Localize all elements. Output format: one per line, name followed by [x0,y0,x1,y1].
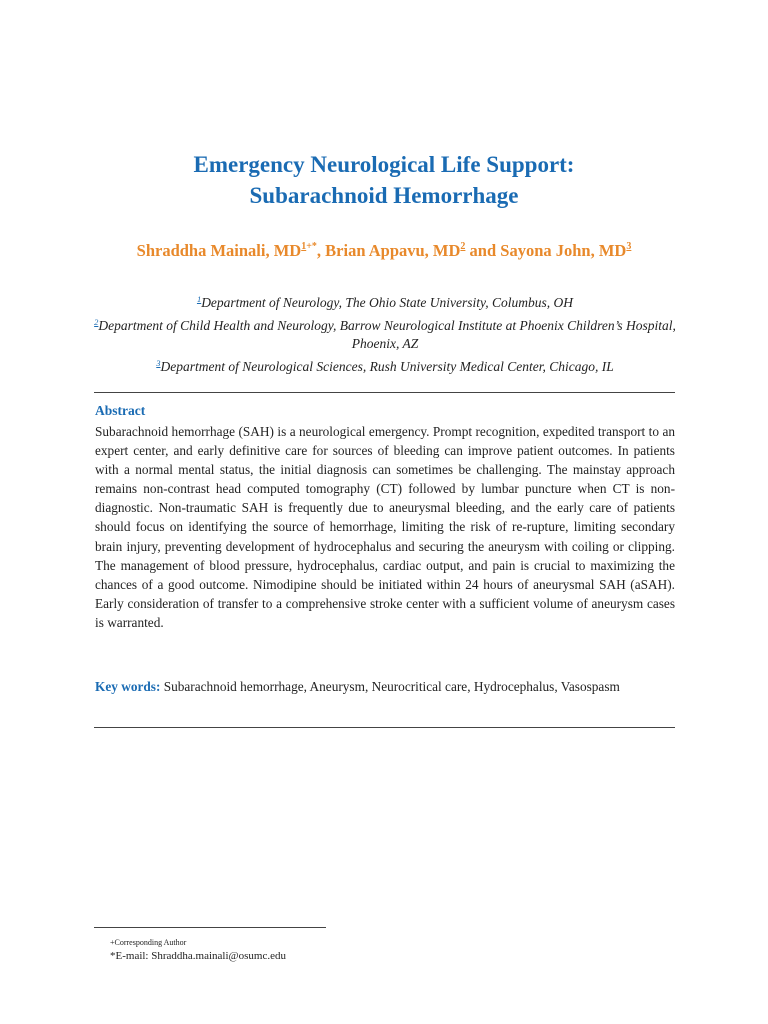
affiliation-3-num[interactable]: 3 [156,357,161,368]
footnote-corresponding: +Corresponding Author [110,938,187,947]
affiliation-3 [94,354,676,377]
affiliation-1-num[interactable]: 1 [196,294,202,304]
keywords [95,677,675,696]
title-line-2: Subarachnoid Hemorrhage [249,183,519,208]
author-1-marks: +* [306,241,317,252]
divider-bottom [94,727,675,728]
abstract-body: Subarachnoid hemorrhage (SAH) is a neurological emergency. Prompt recognition, expedited transport to an expert center, and early definitive care for sources of bleeding can improve patient outcomes. In patients with a normal mental status, the initial diagnosis can sometimes be challenging. The mainstay approach remains non-contrast head computed tomography (CT) followed by lumbar puncture when CT is non-diagnostic. Non-traumatic SAH is frequently due to aneurysmal bleeding, and the early care of patients should focus on identifying the source of hemorrhage, limiting the risk of re-rupture, limiting secondary brain injury, preventing development of hydrocephalus and securing the aneurysm with coiling or clipping. The management of blood pressure, hydrocephalus, cardiac output, and pain is crucial to maximizing the chances of a good outcome. Nimodipine should be initiated within 24 hours of aneurysmal SAH (aSAH). Early consideration of transfer to a comprehensive stroke center with a sufficient volume of aneurysm cases is warranted. [95,424,675,630]
keywords-text: Subarachnoid hemorrhage, Aneurysm, Neurocritical care, Hydrocephalus, Vasospasm [163,679,620,694]
author-2-affil-link[interactable]: 2 [460,241,466,252]
abstract-heading: Abstract [95,403,146,418]
footnote-email: *E-mail: Shraddha.mainali@osumc.edu [110,950,287,962]
author-1-name: Shraddha Mainali, MD [136,241,302,260]
affiliation-2 [94,313,676,354]
paper-title [0,149,768,211]
footnote-rule [94,927,326,928]
affiliation-1-text: Department of Neurology, The Ohio State University, Columbus, OH [201,295,574,310]
keywords-label: Key words: [95,679,161,694]
author-3-name: and Sayona John, MD [465,241,627,260]
affiliation-3-text: Department of Neurological Sciences, Rush University Medical Center, Chicago, IL [160,358,614,374]
affiliation-1 [94,290,676,313]
divider-top [94,392,675,393]
affiliations [94,290,676,376]
title-line-1: Emergency Neurological Life Support: [193,152,575,177]
author-2-name: , Brian Appavu, MD [316,241,461,260]
author-1-affil-link[interactable]: 1 [301,241,307,252]
author-list [100,236,668,262]
affiliation-2-text: Department of Child Health and Neurology, Barrow Neurological Institute at Phoenix Children’s Hospital, Phoenix, AZ [98,317,676,351]
affiliation-2-num[interactable]: 2 [94,316,99,327]
author-3-affil-link[interactable]: 3 [626,241,632,252]
